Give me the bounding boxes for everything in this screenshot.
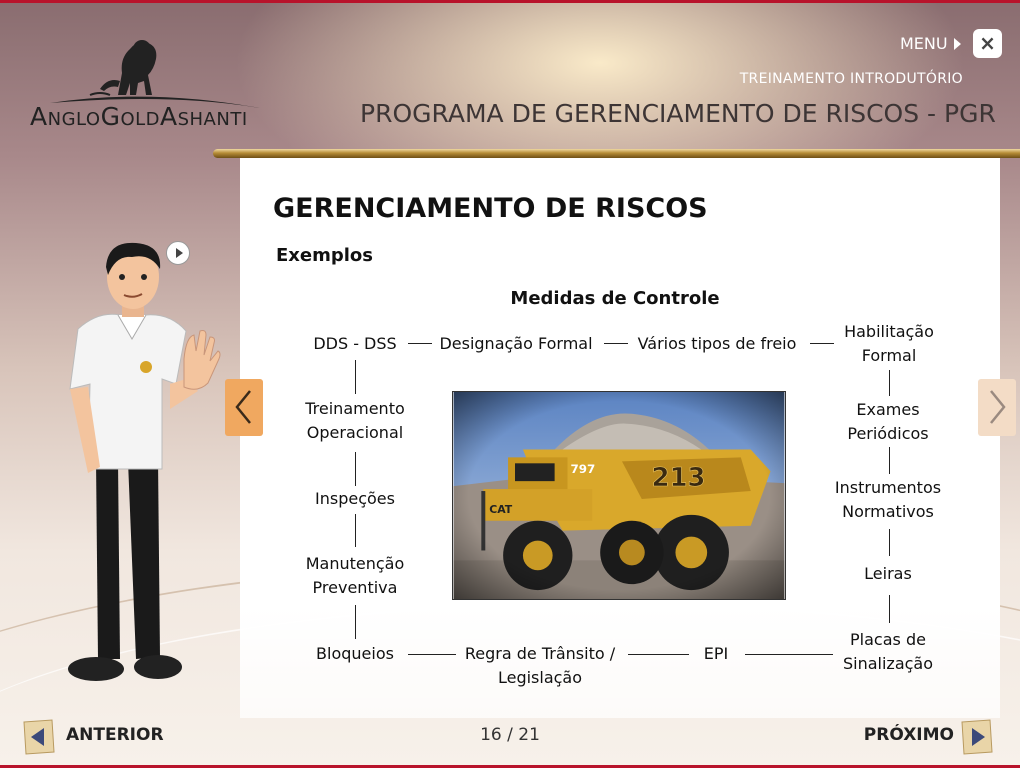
mining-truck-photo [452,391,786,600]
control-epi: EPI [703,644,729,663]
presenter-avatar [58,239,238,694]
program-title: PROGRAMA DE GERENCIAMENTO DE RISCOS - PGR [360,99,996,128]
control-habilitacao-line1: Habilitação [844,322,934,341]
connector-line [628,654,689,655]
diagram-title: Medidas de Controle [510,288,720,309]
chevron-right-icon [978,379,1016,436]
brand-wordmark: AngloGoldAshanti [30,102,248,131]
slide-title: GERENCIAMENTO DE RISCOS [273,193,708,224]
connector-line [355,514,356,547]
control-instrumentos-line2: Normativos [842,502,934,521]
close-icon[interactable]: × [973,29,1002,58]
connector-line [408,343,432,344]
next-label[interactable]: PRÓXIMO [863,725,954,745]
connector-line [355,605,356,639]
control-bloqueios: Bloqueios [316,644,394,663]
connector-line [889,595,890,623]
control-exames-line1: Exames [856,400,920,419]
slide-subtitle: Exemplos [276,245,374,266]
connector-line [355,360,356,394]
connector-line [810,343,834,344]
control-treinamento-line2: Operacional [306,423,404,442]
control-manutencao-line2: Preventiva [312,578,398,597]
control-transito-line1: Regra de Trânsito / [464,644,616,663]
connector-line [889,370,890,396]
prev-label[interactable]: ANTERIOR [66,725,164,745]
connector-line [889,529,890,556]
side-prev-button[interactable] [225,379,263,436]
audio-play-button[interactable] [166,241,190,265]
connector-line [889,447,890,474]
control-manutencao-line1: Manutenção [305,554,405,573]
side-next-button[interactable] [978,379,1016,436]
control-designacao-formal: Designação Formal [439,334,593,353]
control-leiras: Leiras [864,564,912,583]
control-freios: Vários tipos de freio [637,334,797,353]
menu-button[interactable]: MENU [900,34,948,53]
next-arrow-button[interactable] [960,718,996,756]
page-counter: 16 / 21 [480,725,540,745]
control-exames-line2: Periódicos [847,424,929,443]
connector-line [355,452,356,486]
header-divider [213,149,1020,158]
prev-arrow-button[interactable] [20,718,56,756]
control-inspecoes: Inspeções [315,489,395,508]
connector-line [745,654,833,655]
control-placas-line2: Sinalização [842,654,934,673]
menu-arrow-icon[interactable] [954,38,961,50]
connector-line [408,654,456,655]
control-instrumentos-line1: Instrumentos [834,478,942,497]
control-treinamento-line1: Treinamento [305,399,405,418]
control-transito-line2: Legislação [497,668,583,687]
control-habilitacao-line2: Formal [861,346,917,365]
course-subtitle: TREINAMENTO INTRODUTÓRIO [739,71,963,87]
connector-line [604,343,628,344]
control-dds-dss: DDS - DSS [313,334,397,353]
chevron-left-icon [225,379,263,436]
control-placas-line1: Placas de [850,630,926,649]
